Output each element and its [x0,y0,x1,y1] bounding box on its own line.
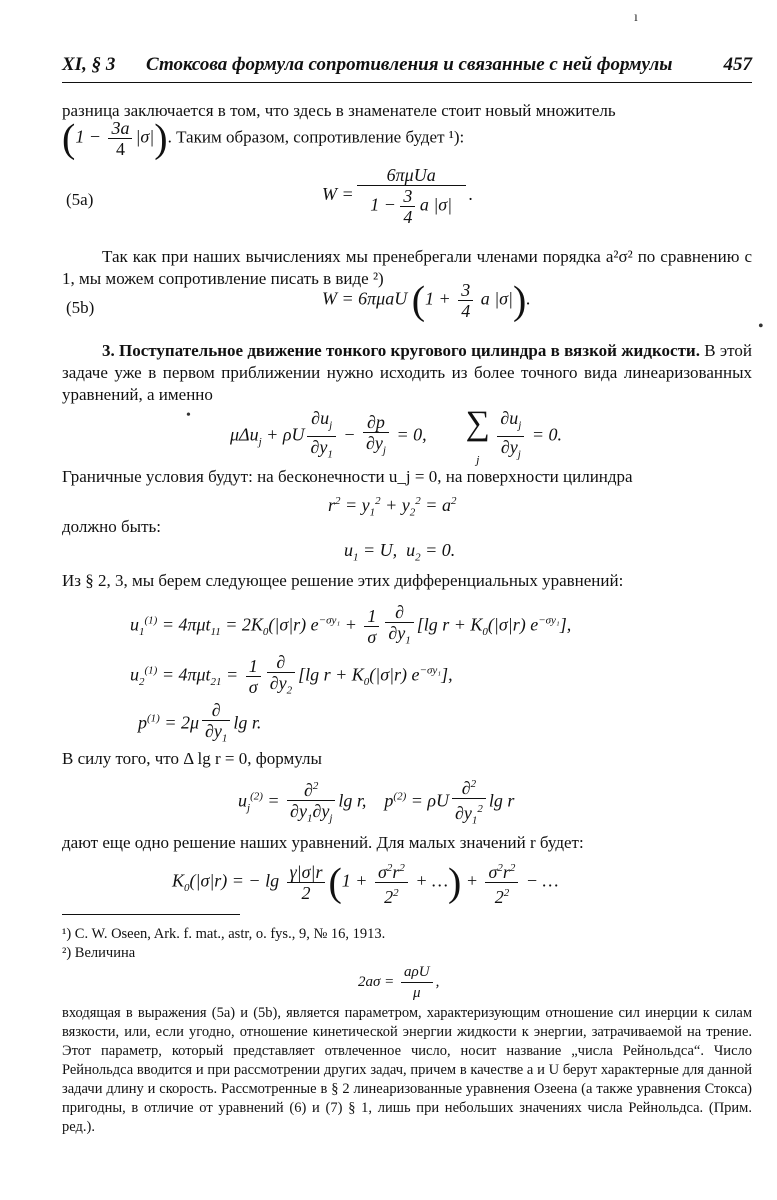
header-title: Стоксова формула сопротивления и связанные с ней формулы [146,54,673,75]
solution-u2: $u_2^{(1)} = 4\pi\mu t_{21}$ = $\frac{1}{\sigma}$ $\frac{\partial}{\partial y_2}$ [lg $r + K_0(|\sigma|r)$ $e^{-\sigma y_1}$], [130,652,453,697]
solution-p: $p^{(1)} = 2\mu$ $\frac{\partial}{\partial y_1}$ lg r. [138,700,262,745]
running-header [62,52,752,83]
eq5b-label: (5b) [66,298,95,317]
footnote-rule [62,914,240,915]
second-solution: $u_j^{(2)}$ = $\frac{\partial^2}{\partial y_1\partial y_j}$ lg r, $p^{(2)} = \rho U$ $\frac{\partial^2}{\partial y_1^2}$ lg r [238,774,514,831]
equation-5a: W = 6πμUa 1 − $\frac{3}{4}$ a |σ| . [322,165,474,227]
eq5a-label: (5a) [66,190,94,209]
solution-u1: $u_1^{(1)} = 4\pi\mu t_{11} = 2K_0(|\sigma|r) e^{-\sigma y_1}$ + $\frac{1}{\sigma}$ $\frac{\partial}{\partial y_1}$ [lg $r + K_0(|\sigma|r)$ $e^{-\sigma y_1}$], [130,602,572,647]
section-3-paragraph [62,340,752,406]
stray-dot-2: • [186,408,191,423]
linearized-equations: μΔu$_j$ + ρU $\frac{\partial u_j}{\partial y_1}$ − $\frac{\partial p}{\partial y_j}$ = 0, ∑ $_j$ $\frac{\partial u_j}{\partial y_j}$ = 0. [230,405,562,467]
footnote-2-intro: ²) Величина [62,945,136,961]
para1-tail: . Таким образом, сопротивление будет ¹): [167,127,465,147]
section-3-text: В этой задаче уже в первом приближении нужно исходить из более точного вида линеаризованных уравнений, а именно [62,341,752,404]
equation-5b: W = 6πμaU (1 + $\frac{3}{4}$ a |σ|). [322,277,531,323]
header-section: XI, § 3 [62,54,116,75]
give-text: дают еще одно решение наших уравнений. Для малых значений r будет: [62,833,584,852]
reynolds-number-eq: 2aσ = $\frac{\text{aρU}}{\mu}$ , [358,964,440,1001]
must-be-text: должно быть: [62,517,161,536]
section-3-heading: 3. Поступательное движение тонкого кругового цилиндра в вязкой жидкости. [102,341,700,360]
stray-dot: • [758,318,764,335]
para1-line1: разница заключается в том, что здесь в знаменателе стоит новый множитель [62,101,616,120]
stray-mark: ı [634,10,638,25]
paragraph-2: Так как при наших вычислениях мы пренебрегали членами порядка a²σ² по сравнению с 1, мы можем сопротивление писать в виде ²) [62,247,752,288]
bessel-expansion: $K_0(|\sigma|r)$ = − lg $\frac{\gamma|\sigma|r}{2}$ (1 + $\frac{\sigma^2r^2}{2^2}$ + …) + $\frac{\sigma^2r^2}{2^2}$ − … [172,859,559,907]
footnote-2-text: входящая в выражения (5а) и (5b), является параметром, характеризующим отношение сил инерции к силам вязкости, или, если угодно, отношение кинетической энергии жидкости к энергии, затрачиваемой на трение. Этот параметр, который представляет отвлеченное число, носит название „числа Рейнольдса“. Число Рейнольдса вводится и при рассмотрении других задач, причем в качестве a и U берут характерные для данной задачи длину и скорость. Рассмотренные в § 2 линеаризованные уравнения Озеена (а также уравнения Стокса) пригодны, в отличие от уравнений (6) и (7) § 1, лишь при небольших значениях числа Рейнольдса. (Прим. ред.). [62,1005,752,1135]
solution-intro: Из § 2, 3, мы берем следующее решение этих дифференциальных уравнений: [62,571,624,590]
factor-expression: (1 − $\frac{3a}{4}$ |σ|). Таким образом, сопротивление будет ¹): [62,115,465,161]
cylinder-surface-eq: $r^2 = y_1^2 + y_2^2 = a^2$ [328,495,457,519]
velocity-boundary-eq: $u_1 = U$, $u_2 = 0$. [344,540,456,564]
boundary-conditions: Граничные условия будут: на бесконечности u_j = 0, на поверхности цилиндра [62,467,633,486]
since-text: В силу того, что Δ lg r = 0, формулы [62,749,322,768]
footnote-1: ¹) C. W. Oseen, Ark. f. mat., astr, o. fys., 9, № 16, 1913. [62,926,386,942]
page-number: 457 [723,54,752,75]
